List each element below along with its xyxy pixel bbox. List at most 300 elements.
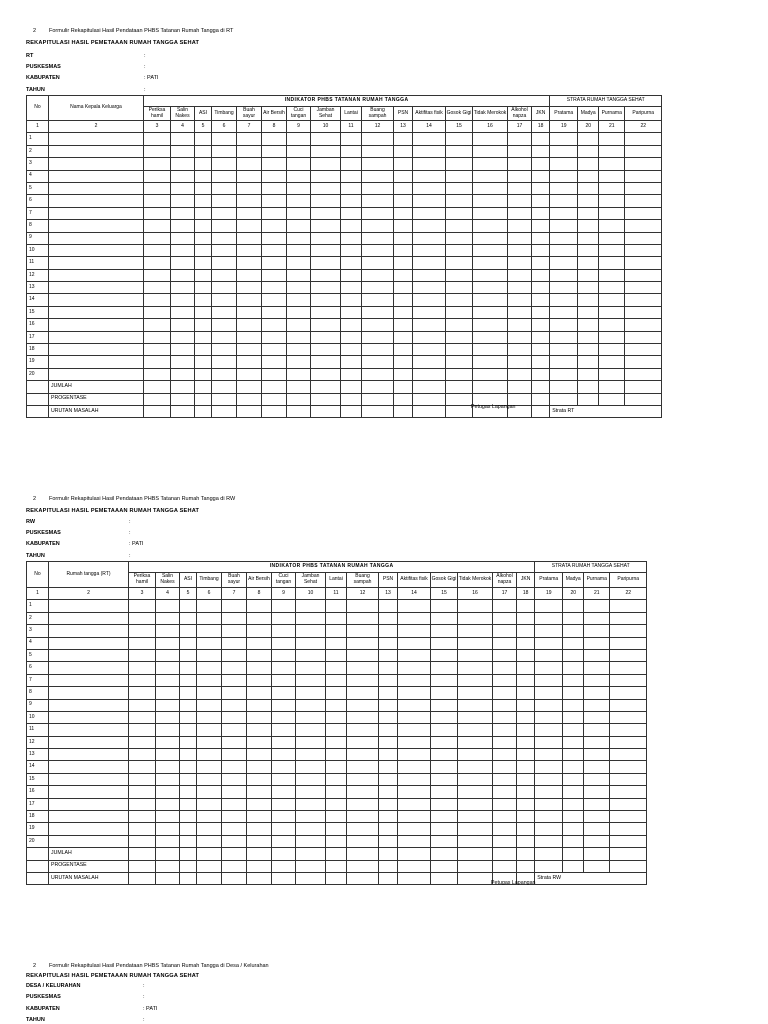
data-cell[interactable] (296, 786, 326, 798)
data-cell[interactable] (144, 319, 171, 331)
data-cell[interactable] (287, 381, 311, 393)
data-cell[interactable] (311, 232, 341, 244)
data-cell[interactable] (171, 331, 195, 343)
data-cell[interactable] (195, 344, 212, 356)
data-cell[interactable] (563, 761, 584, 773)
data-cell[interactable] (341, 244, 362, 256)
data-cell[interactable] (517, 699, 535, 711)
data-cell[interactable] (458, 736, 493, 748)
data-cell[interactable] (532, 306, 550, 318)
data-cell[interactable] (584, 749, 610, 761)
data-cell[interactable] (578, 381, 599, 393)
data-cell[interactable] (563, 637, 584, 649)
data-cell[interactable] (180, 848, 197, 860)
data-cell[interactable] (508, 331, 532, 343)
data-cell[interactable] (129, 773, 156, 785)
data-cell[interactable] (431, 724, 458, 736)
data-cell[interactable] (394, 294, 413, 306)
data-cell[interactable] (578, 145, 599, 157)
data-cell[interactable] (195, 257, 212, 269)
data-cell[interactable] (584, 811, 610, 823)
data-cell[interactable] (394, 381, 413, 393)
data-cell[interactable] (394, 158, 413, 170)
data-cell[interactable] (212, 244, 237, 256)
data-cell[interactable] (197, 823, 222, 835)
data-cell[interactable] (362, 405, 394, 417)
data-cell[interactable] (362, 319, 394, 331)
data-cell[interactable] (197, 674, 222, 686)
data-cell[interactable] (129, 612, 156, 624)
data-cell[interactable] (517, 773, 535, 785)
data-cell[interactable] (195, 195, 212, 207)
data-cell[interactable] (550, 232, 578, 244)
data-cell[interactable] (398, 773, 431, 785)
data-cell[interactable] (49, 724, 129, 736)
data-cell[interactable] (599, 232, 625, 244)
data-cell[interactable] (287, 368, 311, 380)
data-cell[interactable] (222, 724, 247, 736)
data-cell[interactable] (532, 269, 550, 281)
data-cell[interactable] (535, 736, 563, 748)
data-cell[interactable] (212, 405, 237, 417)
data-cell[interactable] (195, 133, 212, 145)
data-cell[interactable] (362, 368, 394, 380)
data-cell[interactable] (326, 662, 347, 674)
data-cell[interactable] (535, 761, 563, 773)
data-cell[interactable] (394, 170, 413, 182)
data-cell[interactable] (180, 637, 197, 649)
data-cell[interactable] (272, 749, 296, 761)
data-cell[interactable] (446, 282, 473, 294)
data-cell[interactable] (272, 711, 296, 723)
data-cell[interactable] (156, 860, 180, 872)
data-cell[interactable] (49, 133, 144, 145)
data-cell[interactable] (508, 344, 532, 356)
data-cell[interactable] (610, 674, 647, 686)
data-cell[interactable] (222, 798, 247, 810)
data-cell[interactable] (610, 749, 647, 761)
data-cell[interactable] (171, 294, 195, 306)
data-cell[interactable] (578, 356, 599, 368)
data-cell[interactable] (394, 331, 413, 343)
data-cell[interactable] (379, 711, 398, 723)
data-cell[interactable] (493, 724, 517, 736)
data-cell[interactable] (493, 811, 517, 823)
data-cell[interactable] (171, 244, 195, 256)
data-cell[interactable] (171, 306, 195, 318)
data-cell[interactable] (413, 331, 446, 343)
data-cell[interactable] (347, 674, 379, 686)
data-cell[interactable] (247, 600, 272, 612)
data-cell[interactable] (262, 195, 287, 207)
data-cell[interactable] (394, 133, 413, 145)
data-cell[interactable] (535, 612, 563, 624)
data-cell[interactable] (247, 711, 272, 723)
data-cell[interactable] (550, 331, 578, 343)
data-cell[interactable] (222, 848, 247, 860)
data-cell[interactable] (394, 257, 413, 269)
data-cell[interactable] (584, 823, 610, 835)
data-cell[interactable] (347, 749, 379, 761)
data-cell[interactable] (535, 811, 563, 823)
data-cell[interactable] (599, 294, 625, 306)
data-cell[interactable] (262, 244, 287, 256)
data-cell[interactable] (379, 637, 398, 649)
data-cell[interactable] (171, 133, 195, 145)
data-cell[interactable] (129, 761, 156, 773)
data-cell[interactable] (247, 674, 272, 686)
data-cell[interactable] (222, 835, 247, 847)
data-cell[interactable] (222, 662, 247, 674)
data-cell[interactable] (379, 724, 398, 736)
data-cell[interactable] (413, 393, 446, 405)
data-cell[interactable] (262, 306, 287, 318)
data-cell[interactable] (144, 220, 171, 232)
data-cell[interactable] (195, 405, 212, 417)
data-cell[interactable] (347, 736, 379, 748)
data-cell[interactable] (517, 637, 535, 649)
data-cell[interactable] (413, 405, 446, 417)
data-cell[interactable] (508, 158, 532, 170)
data-cell[interactable] (287, 145, 311, 157)
data-cell[interactable] (599, 220, 625, 232)
data-cell[interactable] (212, 207, 237, 219)
data-cell[interactable] (550, 368, 578, 380)
data-cell[interactable] (247, 736, 272, 748)
data-cell[interactable] (398, 687, 431, 699)
data-cell[interactable] (578, 170, 599, 182)
data-cell[interactable] (195, 145, 212, 157)
data-cell[interactable] (129, 637, 156, 649)
data-cell[interactable] (625, 331, 662, 343)
data-cell[interactable] (347, 625, 379, 637)
data-cell[interactable] (446, 294, 473, 306)
data-cell[interactable] (398, 711, 431, 723)
data-cell[interactable] (578, 232, 599, 244)
data-cell[interactable] (222, 872, 247, 884)
data-cell[interactable] (517, 798, 535, 810)
data-cell[interactable] (431, 872, 458, 884)
data-cell[interactable] (398, 662, 431, 674)
data-cell[interactable] (171, 182, 195, 194)
data-cell[interactable] (296, 736, 326, 748)
data-cell[interactable] (535, 848, 563, 860)
data-cell[interactable] (625, 145, 662, 157)
data-cell[interactable] (398, 786, 431, 798)
data-cell[interactable] (446, 158, 473, 170)
data-cell[interactable] (550, 145, 578, 157)
data-cell[interactable] (362, 232, 394, 244)
data-cell[interactable] (458, 835, 493, 847)
data-cell[interactable] (535, 724, 563, 736)
data-cell[interactable] (473, 257, 508, 269)
data-cell[interactable] (144, 182, 171, 194)
data-cell[interactable] (517, 625, 535, 637)
data-cell[interactable] (347, 600, 379, 612)
data-cell[interactable] (49, 356, 144, 368)
data-cell[interactable] (584, 637, 610, 649)
data-cell[interactable] (287, 220, 311, 232)
data-cell[interactable] (262, 158, 287, 170)
data-cell[interactable] (247, 823, 272, 835)
data-cell[interactable] (311, 393, 341, 405)
data-cell[interactable] (272, 872, 296, 884)
data-cell[interactable] (326, 811, 347, 823)
data-cell[interactable] (599, 257, 625, 269)
data-cell[interactable] (517, 749, 535, 761)
data-cell[interactable] (341, 306, 362, 318)
data-cell[interactable] (247, 798, 272, 810)
data-cell[interactable] (508, 170, 532, 182)
data-cell[interactable] (180, 823, 197, 835)
data-cell[interactable] (195, 294, 212, 306)
data-cell[interactable] (326, 637, 347, 649)
data-cell[interactable] (563, 662, 584, 674)
data-cell[interactable] (578, 368, 599, 380)
data-cell[interactable] (610, 699, 647, 711)
data-cell[interactable] (272, 625, 296, 637)
data-cell[interactable] (326, 835, 347, 847)
data-cell[interactable] (180, 786, 197, 798)
data-cell[interactable] (222, 811, 247, 823)
data-cell[interactable] (431, 835, 458, 847)
data-cell[interactable] (212, 368, 237, 380)
data-cell[interactable] (610, 662, 647, 674)
data-cell[interactable] (311, 220, 341, 232)
data-cell[interactable] (262, 269, 287, 281)
data-cell[interactable] (347, 649, 379, 661)
data-cell[interactable] (517, 674, 535, 686)
data-cell[interactable] (625, 356, 662, 368)
data-cell[interactable] (625, 319, 662, 331)
data-cell[interactable] (341, 220, 362, 232)
data-cell[interactable] (563, 860, 584, 872)
data-cell[interactable] (311, 244, 341, 256)
data-cell[interactable] (272, 637, 296, 649)
data-cell[interactable] (517, 687, 535, 699)
data-cell[interactable] (563, 798, 584, 810)
data-cell[interactable] (493, 749, 517, 761)
data-cell[interactable] (272, 674, 296, 686)
data-cell[interactable] (222, 612, 247, 624)
data-cell[interactable] (550, 207, 578, 219)
data-cell[interactable] (287, 294, 311, 306)
data-cell[interactable] (398, 736, 431, 748)
data-cell[interactable] (212, 393, 237, 405)
data-cell[interactable] (156, 736, 180, 748)
data-cell[interactable] (362, 170, 394, 182)
data-cell[interactable] (49, 736, 129, 748)
data-cell[interactable] (262, 133, 287, 145)
data-cell[interactable] (625, 133, 662, 145)
data-cell[interactable] (347, 823, 379, 835)
data-cell[interactable] (599, 195, 625, 207)
data-cell[interactable] (287, 182, 311, 194)
data-cell[interactable] (446, 331, 473, 343)
data-cell[interactable] (610, 835, 647, 847)
data-cell[interactable] (599, 133, 625, 145)
data-cell[interactable] (493, 600, 517, 612)
data-cell[interactable] (517, 612, 535, 624)
data-cell[interactable] (599, 170, 625, 182)
data-cell[interactable] (144, 368, 171, 380)
data-cell[interactable] (272, 823, 296, 835)
data-cell[interactable] (584, 662, 610, 674)
data-cell[interactable] (446, 368, 473, 380)
data-cell[interactable] (398, 811, 431, 823)
data-cell[interactable] (431, 662, 458, 674)
data-cell[interactable] (446, 182, 473, 194)
data-cell[interactable] (156, 848, 180, 860)
data-cell[interactable] (49, 220, 144, 232)
data-cell[interactable] (171, 257, 195, 269)
data-cell[interactable] (379, 736, 398, 748)
data-cell[interactable] (262, 145, 287, 157)
data-cell[interactable] (247, 872, 272, 884)
data-cell[interactable] (341, 368, 362, 380)
data-cell[interactable] (49, 282, 144, 294)
data-cell[interactable] (599, 207, 625, 219)
data-cell[interactable] (272, 848, 296, 860)
data-cell[interactable] (563, 724, 584, 736)
data-cell[interactable] (262, 220, 287, 232)
data-cell[interactable] (287, 195, 311, 207)
data-cell[interactable] (394, 220, 413, 232)
data-cell[interactable] (247, 749, 272, 761)
data-cell[interactable] (625, 244, 662, 256)
data-cell[interactable] (222, 699, 247, 711)
data-cell[interactable] (180, 699, 197, 711)
data-cell[interactable] (49, 257, 144, 269)
data-cell[interactable] (237, 182, 262, 194)
data-cell[interactable] (311, 269, 341, 281)
data-cell[interactable] (311, 405, 341, 417)
data-cell[interactable] (49, 331, 144, 343)
data-cell[interactable] (563, 773, 584, 785)
data-cell[interactable] (129, 699, 156, 711)
data-cell[interactable] (493, 699, 517, 711)
data-cell[interactable] (584, 848, 610, 860)
data-cell[interactable] (458, 674, 493, 686)
data-cell[interactable] (237, 393, 262, 405)
data-cell[interactable] (394, 244, 413, 256)
data-cell[interactable] (347, 786, 379, 798)
data-cell[interactable] (49, 749, 129, 761)
data-cell[interactable] (262, 282, 287, 294)
data-cell[interactable] (517, 848, 535, 860)
data-cell[interactable] (473, 269, 508, 281)
data-cell[interactable] (431, 625, 458, 637)
data-cell[interactable] (195, 220, 212, 232)
data-cell[interactable] (212, 145, 237, 157)
data-cell[interactable] (212, 269, 237, 281)
data-cell[interactable] (379, 612, 398, 624)
data-cell[interactable] (584, 736, 610, 748)
data-cell[interactable] (237, 282, 262, 294)
data-cell[interactable] (180, 662, 197, 674)
data-cell[interactable] (398, 749, 431, 761)
data-cell[interactable] (458, 724, 493, 736)
data-cell[interactable] (296, 600, 326, 612)
data-cell[interactable] (535, 625, 563, 637)
data-cell[interactable] (532, 319, 550, 331)
data-cell[interactable] (171, 170, 195, 182)
data-cell[interactable] (625, 381, 662, 393)
data-cell[interactable] (398, 625, 431, 637)
data-cell[interactable] (247, 773, 272, 785)
data-cell[interactable] (156, 724, 180, 736)
data-cell[interactable] (49, 798, 129, 810)
data-cell[interactable] (247, 699, 272, 711)
data-cell[interactable] (446, 207, 473, 219)
data-cell[interactable] (272, 798, 296, 810)
data-cell[interactable] (431, 798, 458, 810)
data-cell[interactable] (517, 736, 535, 748)
data-cell[interactable] (129, 786, 156, 798)
data-cell[interactable] (180, 773, 197, 785)
data-cell[interactable] (493, 674, 517, 686)
data-cell[interactable] (379, 823, 398, 835)
data-cell[interactable] (212, 232, 237, 244)
data-cell[interactable] (272, 773, 296, 785)
data-cell[interactable] (296, 848, 326, 860)
data-cell[interactable] (262, 182, 287, 194)
data-cell[interactable] (625, 220, 662, 232)
data-cell[interactable] (431, 749, 458, 761)
data-cell[interactable] (599, 269, 625, 281)
data-cell[interactable] (156, 823, 180, 835)
data-cell[interactable] (599, 182, 625, 194)
data-cell[interactable] (446, 133, 473, 145)
data-cell[interactable] (599, 393, 625, 405)
data-cell[interactable] (610, 724, 647, 736)
data-cell[interactable] (431, 823, 458, 835)
data-cell[interactable] (311, 170, 341, 182)
data-cell[interactable] (625, 306, 662, 318)
data-cell[interactable] (347, 711, 379, 723)
data-cell[interactable] (508, 232, 532, 244)
data-cell[interactable] (296, 674, 326, 686)
data-cell[interactable] (341, 145, 362, 157)
data-cell[interactable] (493, 798, 517, 810)
data-cell[interactable] (144, 257, 171, 269)
data-cell[interactable] (517, 600, 535, 612)
data-cell[interactable] (197, 612, 222, 624)
data-cell[interactable] (212, 331, 237, 343)
data-cell[interactable] (413, 207, 446, 219)
data-cell[interactable] (535, 798, 563, 810)
data-cell[interactable] (49, 294, 144, 306)
data-cell[interactable] (446, 344, 473, 356)
data-cell[interactable] (584, 860, 610, 872)
data-cell[interactable] (578, 393, 599, 405)
data-cell[interactable] (532, 195, 550, 207)
data-cell[interactable] (362, 393, 394, 405)
data-cell[interactable] (563, 612, 584, 624)
data-cell[interactable] (296, 649, 326, 661)
data-cell[interactable] (197, 711, 222, 723)
data-cell[interactable] (413, 145, 446, 157)
data-cell[interactable] (197, 637, 222, 649)
data-cell[interactable] (296, 761, 326, 773)
data-cell[interactable] (212, 319, 237, 331)
data-cell[interactable] (144, 269, 171, 281)
data-cell[interactable] (625, 207, 662, 219)
data-cell[interactable] (493, 637, 517, 649)
data-cell[interactable] (49, 306, 144, 318)
data-cell[interactable] (599, 344, 625, 356)
data-cell[interactable] (222, 773, 247, 785)
